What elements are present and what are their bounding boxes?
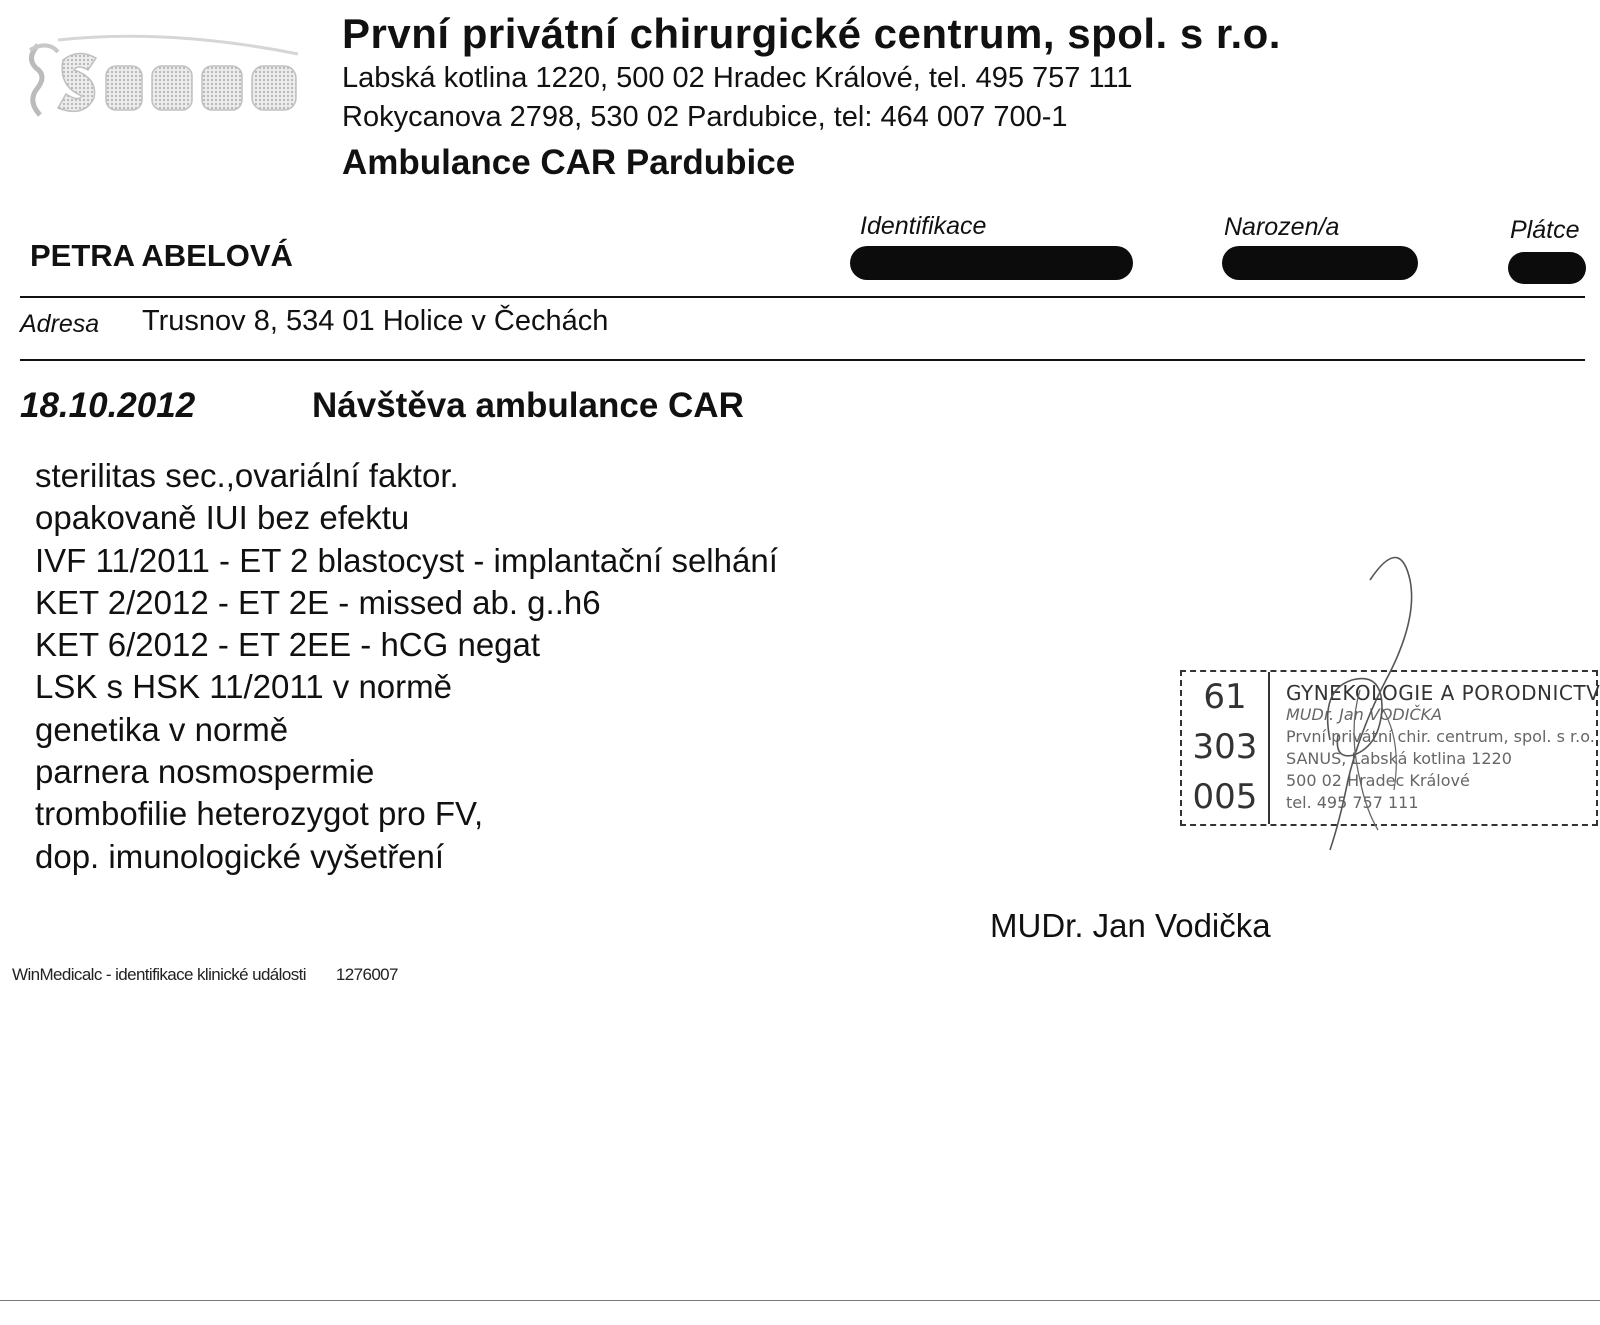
note-line: KET 6/2012 - ET 2EE - hCG negat — [35, 626, 541, 664]
note-line: trombofilie heterozygot pro FV, — [35, 795, 484, 833]
stamp-code: 303 — [1192, 727, 1258, 767]
note-line: sterilitas sec.,ovariální faktor. — [35, 457, 459, 494]
stamp-code: 61 — [1203, 677, 1247, 717]
birth-label: Narozen/a — [1224, 213, 1340, 241]
address-line-1: Labská kotlina 1220, 500 02 Hradec Králové, tel. 495 757 111 — [342, 62, 1133, 94]
note-line: IVF 11/2011 - ET 2 blastocyst - implantační selhání — [35, 541, 778, 579]
handwritten-signature — [1290, 540, 1450, 860]
address-value: Trusnov 8, 534 01 Holice v Čechách — [142, 305, 609, 337]
stamp-code: 005 — [1192, 777, 1258, 817]
stamp-title: GYNEKOLOGIE A PORODNICTV — [1286, 681, 1600, 705]
note-line: parnera nosmospermie — [35, 753, 375, 791]
footer — [12, 965, 398, 985]
redaction-birth-date — [1222, 246, 1418, 280]
note-line: dop. imunologické vyšetření — [35, 837, 445, 875]
payer-label: Plátce — [1510, 216, 1580, 244]
clinical-notes — [35, 455, 778, 878]
redaction-identification — [850, 246, 1133, 280]
address-line-2: Rokycanova 2798, 530 02 Pardubice, tel: 464 007 700-1 — [342, 101, 1068, 133]
visit-date: 18.10.2012 — [20, 386, 196, 425]
department-name: Ambulance CAR Pardubice — [342, 143, 796, 182]
sanus-logo — [18, 30, 303, 125]
address-label: Adresa — [20, 310, 100, 338]
patient-name: PETRA ABELOVÁ — [30, 238, 293, 273]
stamp-line: První privátní chir. centrum, spol. s r.o. — [1286, 727, 1595, 746]
note-line: opakovaně IUI bez efektu — [35, 499, 410, 537]
stamp-codes — [1182, 672, 1270, 824]
visit-title: Návštěva ambulance CAR — [312, 386, 744, 425]
stamp-line: 500 02 Hradec Králové — [1286, 771, 1470, 790]
doctor-name: MUDr. Jan Vodička — [990, 907, 1271, 944]
redaction-payer — [1508, 252, 1586, 284]
stamp-line: tel. 495 757 111 — [1286, 793, 1419, 812]
page-edge-line — [0, 1300, 1600, 1301]
note-line: genetika v normě — [35, 710, 289, 748]
identification-label: Identifikace — [860, 212, 987, 240]
stamp-doctor: MUDr. Jan VODIČKA — [1286, 705, 1443, 724]
footer-event-id: 1276007 — [335, 965, 398, 984]
note-line: LSK s HSK 11/2011 v normě — [35, 668, 452, 706]
footer-label: WinMedicalc - identifikace klinické události — [12, 965, 306, 984]
note-line: KET 2/2012 - ET 2E - missed ab. g..h6 — [35, 583, 601, 621]
divider-line — [20, 359, 1585, 361]
divider-line — [20, 296, 1585, 298]
stamp-line: SANUS, Labská kotlina 1220 — [1286, 749, 1512, 768]
organization-name: První privátní chirurgické centrum, spol. s r.o. — [342, 10, 1281, 57]
